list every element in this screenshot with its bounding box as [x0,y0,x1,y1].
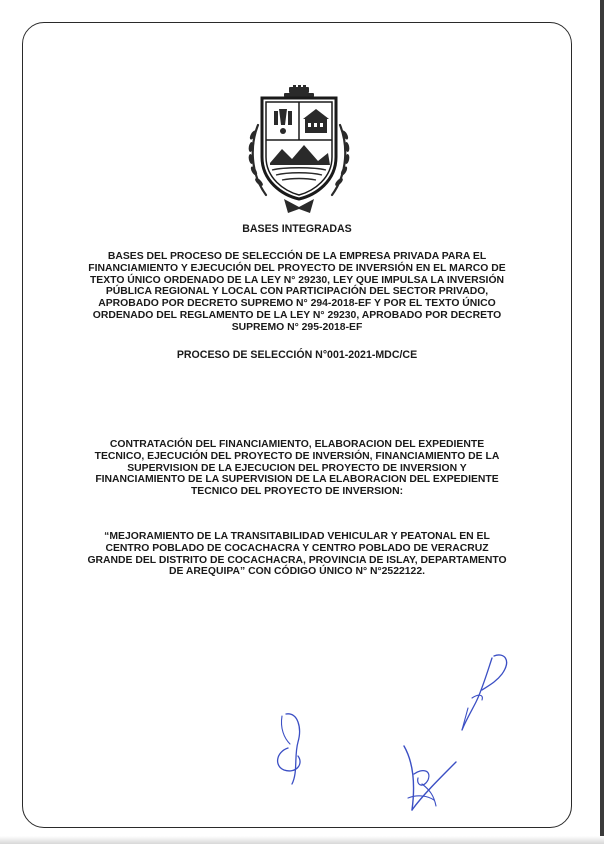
signature-center [268,708,320,790]
bases-description: BASES DEL PROCESO DE SELECCIÓN DE LA EMPRESA PRIVADA PARA EL FINANCIAMIENTO Y EJECUCIÓN DEL PROYECTO DE INVERSIÓN EN EL MARCO DE TEXTO ÚNICO ORDENADO DE LA LEY N° 29230, LEY QUE IMPULSA LA INVERSIÓN PÚBLICA REGIONAL Y LOCAL CON PARTICIPACIÓN DEL SECTOR PRIVADO, APROBADO POR DECRETO SUPREMO N° 294-2018-EF Y POR EL TEXTO ÚNICO ORDENADO DEL REGLAMENTO DE LA LEY N° 29230, APROBADO POR DECRETO SUPREMO N° 295-2018-EF [88,251,506,333]
document-title: BASES INTEGRADAS [242,223,352,235]
municipal-coat-of-arms-icon [244,85,354,217]
scan-bottom-shadow [0,836,604,844]
signature-bottom [398,740,464,818]
process-id: PROCESO DE SELECCIÓN N°001-2021-MDC/CE [176,349,418,361]
signature-right [452,650,522,745]
contract-scope: CONTRATACIÓN DEL FINANCIAMIENTO, ELABORACION DEL EXPEDIENTE TECNICO, EJECUCIÓN DEL PROYECTO DE INVERSIÓN, FINANCIAMIENTO DE LA SUPERVISION DE LA EJECUCION DEL PROYECTO DE INVERSION Y FINANCIAMIENTO DE LA SUPERVISION DE LA ELABORACION DEL EXPEDIENTE TECNICO DEL PROYECTO DE INVERSION: [94,439,500,498]
scan-edge-shadow [600,0,604,844]
project-name: “MEJORAMIENTO DE LA TRANSITABILIDAD VEHICULAR Y PEATONAL EN EL CENTRO POBLADO DE COCACHACRA Y CENTRO POBLADO DE VERACRUZ GRANDE DEL DISTRITO DE COCACHACRA, PROVINCIA DE ISLAY, DEPARTAMENTO DE AREQUIPA” CON CÓDIGO ÚNICO N° N°2522122. [87,531,507,578]
